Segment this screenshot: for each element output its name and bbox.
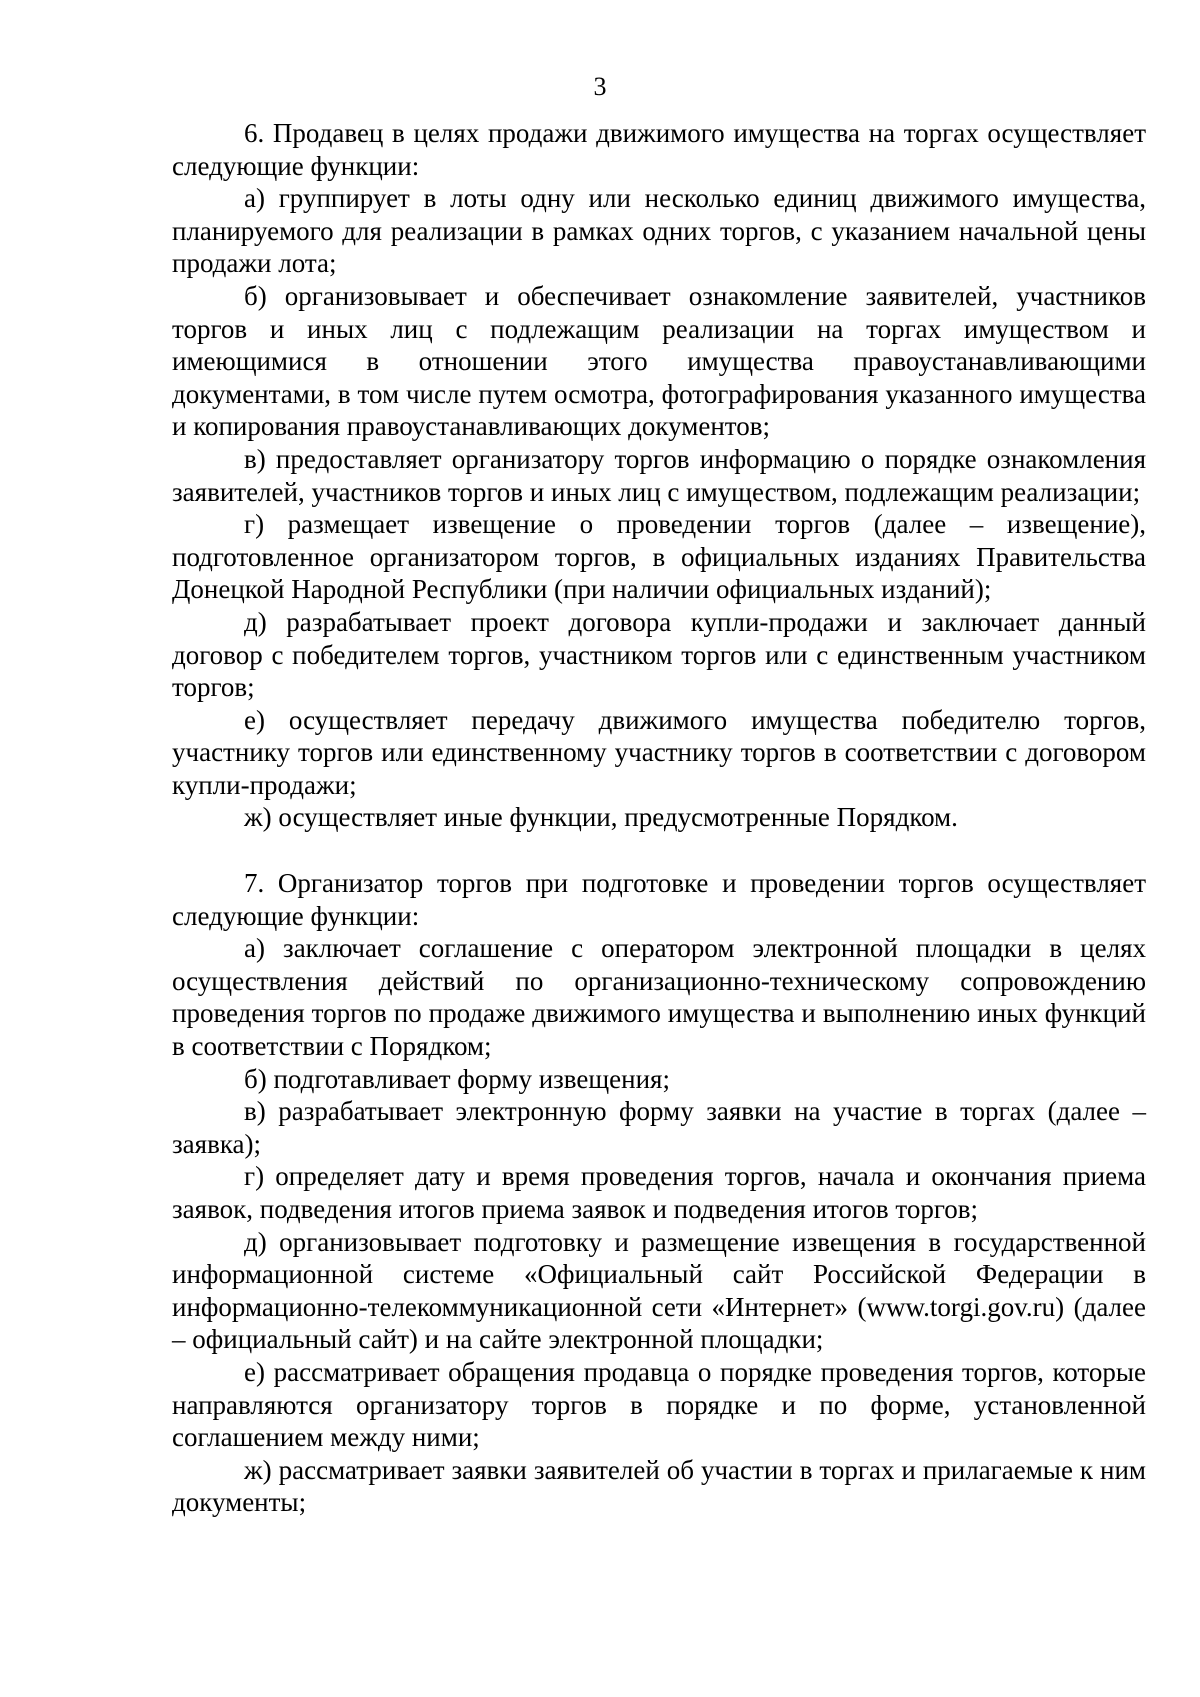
paragraph-6zh: ж) осуществляет иные функции, предусмотренные Порядком. xyxy=(244,802,958,833)
page-number: 3 xyxy=(593,72,607,101)
paragraph-6g: г) размещает извещение о проведении торгов (далее – извещение), подготовленное организатором торгов, в официальных изданиях Правительства Донецкой Народной Республики (при наличии официальных изданий); xyxy=(172,509,1146,605)
paragraph-7a: а) заключает соглашение с оператором электронной площадки в целях осуществления действий по организационно-техническому сопровождению проведения торгов по продаже движимого имущества и выполнению иных функций в соответствии с Порядком; xyxy=(172,933,1146,1062)
paragraph-6e: е) осуществляет передачу движимого имущества победителю торгов, участнику торгов или единственному участнику торгов в соответствии с договором купли-продажи; xyxy=(172,704,1146,800)
paragraph-7e: е) рассматривает обращения продавца о порядке проведения торгов, которые направляются организатору торгов в порядке и по форме, установленной соглашением между ними; xyxy=(172,1356,1146,1453)
paragraph-6a: а) группирует в лоты одну или несколько единиц движимого имущества, планируемого для реализации в рамках одних торгов, с указанием начальной цены продажи лота; xyxy=(172,183,1146,279)
paragraph-7b: б) подготавливает форму извещения; xyxy=(244,1063,670,1094)
paragraph-7v: в) разрабатывает электронную форму заявки на участие в торгах (далее – заявка); xyxy=(172,1096,1146,1159)
paragraph-6-intro: 6. Продавец в целях продажи движимого имущества на торгах осуществляет следующие функции: xyxy=(172,118,1146,181)
paragraph-7d: д) организовывает подготовку и размещение извещения в государственной информационной системе «Официальный сайт Российской Федерации в информационно-телекоммуникационной сети «Интернет» (www.torgi.gov.ru) (далее – официальный сайт) и на сайте электронной площадки; xyxy=(172,1226,1146,1355)
document-body xyxy=(172,117,1146,1519)
paragraph-7-intro: 7. Организатор торгов при подготовке и проведении торгов осуществляет следующие функции: xyxy=(172,868,1146,931)
paragraph-6v: в) предоставляет организатору торгов информацию о порядке ознакомления заявителей, участников торгов и иных лиц с имуществом, подлежащим реализации; xyxy=(172,443,1146,507)
paragraph-7zh: ж) рассматривает заявки заявителей об участии в торгах и прилагаемые к ним документы; xyxy=(172,1454,1146,1518)
paragraph-6b: б) организовывает и обеспечивает ознакомление заявителей, участников торгов и иных лиц с подлежащим реализации на торгах имуществом и имеющимися в отношении этого имущества правоустанавливающими документами, в том числе путем осмотра, фотографирования указанного имущества и копирования правоустанавливающих документов; xyxy=(172,280,1146,442)
paragraph-7g: г) определяет дату и время проведения торгов, начала и окончания приема заявок, подведения итогов приема заявок и подведения итогов торгов; xyxy=(172,1161,1146,1224)
paragraph-6d: д) разрабатывает проект договора купли-продажи и заключает данный договор с победителем торгов, участником торгов или с единственным участником торгов; xyxy=(172,606,1146,703)
